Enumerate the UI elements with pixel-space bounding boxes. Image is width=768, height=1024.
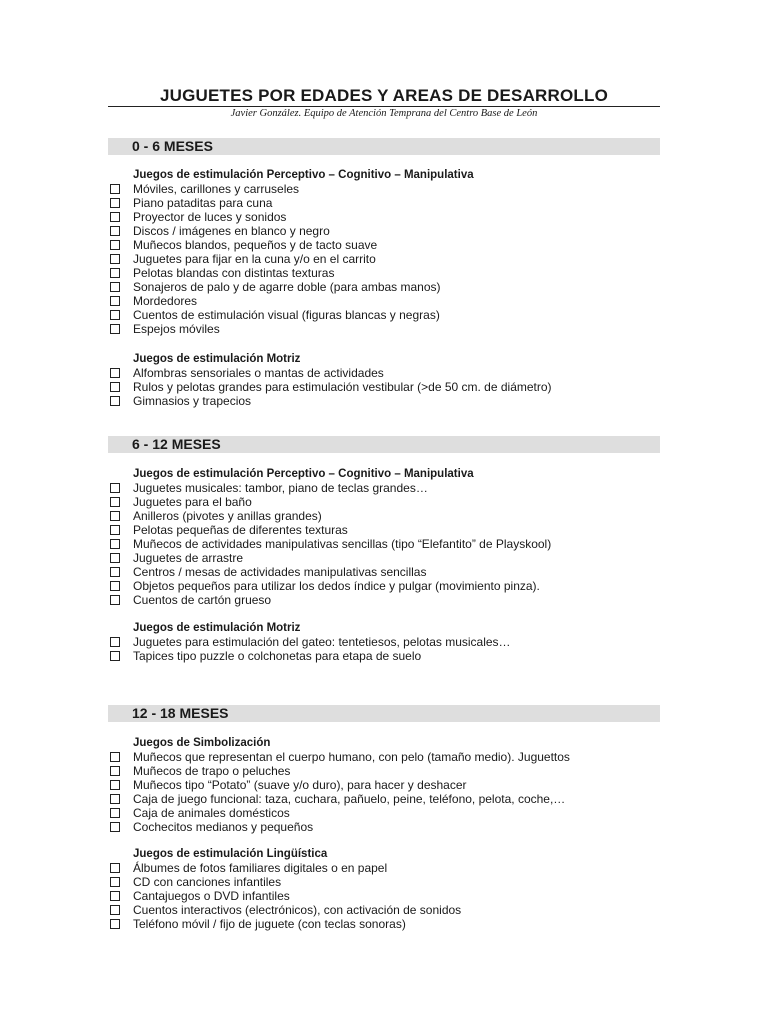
item-label: Juguetes para fijar en la cuna y/o en el carrito [133,252,376,266]
checkbox[interactable] [110,296,120,306]
group-title: Juegos de estimulación Motriz [133,353,301,365]
checkbox[interactable] [110,184,120,194]
item-label: Rulos y pelotas grandes para estimulación vestibular (>de 50 cm. de diámetro) [133,380,552,394]
item-label: Muñecos de actividades manipulativas sencillas (tipo “Elefantito” de Playskool) [133,537,552,551]
item-label: Objetos pequeños para utilizar los dedos índice y pulgar (movimiento pinza). [133,579,540,593]
item-label: Muñecos blandos, pequeños y de tacto suave [133,238,378,252]
checkbox[interactable] [110,553,120,563]
checkbox[interactable] [110,808,120,818]
checkbox[interactable] [110,226,120,236]
item-label: Cuentos de estimulación visual (figuras blancas y negras) [133,308,440,322]
checkbox[interactable] [110,539,120,549]
checkbox[interactable] [110,368,120,378]
item-label: Cantajuegos o DVD infantiles [133,889,290,903]
item-label: Álbumes de fotos familiares digitales o en papel [133,861,388,875]
checkbox[interactable] [110,525,120,535]
checkbox[interactable] [110,254,120,264]
checkbox[interactable] [110,483,120,493]
group-title: Juegos de Simbolización [133,737,271,749]
checkbox[interactable] [110,268,120,278]
item-label: Cochecitos medianos y pequeños [133,820,314,834]
document-title: JUGUETES POR EDADES Y AREAS DE DESARROLLO [159,86,609,105]
item-label: Pelotas blandas con distintas texturas [133,266,335,280]
document-subtitle: Javier González. Equipo de Atención Temprana del Centro Base de León [230,108,538,119]
item-label: Alfombras sensoriales o mantas de actividades [133,366,384,380]
checkbox[interactable] [110,877,120,887]
checkbox[interactable] [110,198,120,208]
item-label: Centros / mesas de actividades manipulativas sencillas [133,565,427,579]
section-header: 12 - 18 MESES [108,705,660,722]
checkbox[interactable] [110,863,120,873]
checkbox[interactable] [110,382,120,392]
checkbox[interactable] [110,794,120,804]
checkbox[interactable] [110,905,120,915]
item-label: Muñecos de trapo o peluches [133,764,291,778]
group-title: Juegos de estimulación Motriz [133,622,301,634]
item-label: Discos / imágenes en blanco y negro [133,224,330,238]
item-label: Mordedores [133,294,198,308]
checkbox[interactable] [110,752,120,762]
item-label: Muñecos que representan el cuerpo humano, con pelo (tamaño medio). Juguettos [133,750,570,764]
item-label: Móviles, carillones y carruseles [133,182,300,196]
checkbox[interactable] [110,240,120,250]
section-header: 0 - 6 MESES [108,138,660,155]
group-title: Juegos de estimulación Perceptivo – Cognitivo – Manipulativa [133,468,474,480]
group-title: Juegos de estimulación Perceptivo – Cognitivo – Manipulativa [133,169,474,181]
item-label: Juguetes para el baño [133,495,252,509]
checkbox[interactable] [110,497,120,507]
checkbox[interactable] [110,310,120,320]
item-label: Piano pataditas para cuna [133,196,273,210]
checkbox[interactable] [110,212,120,222]
item-label: Juguetes musicales: tambor, piano de teclas grandes… [133,481,428,495]
checkbox[interactable] [110,651,120,661]
checkbox[interactable] [110,324,120,334]
item-label: Gimnasios y trapecios [133,394,252,408]
item-label: Caja de animales domésticos [133,806,290,820]
item-label: Anilleros (pivotes y anillas grandes) [133,509,322,523]
group-title: Juegos de estimulación Lingüística [133,848,328,860]
item-label: Juguetes de arrastre [133,551,244,565]
title-divider [108,106,660,107]
item-label: Tapices tipo puzzle o colchonetas para etapa de suelo [133,649,422,663]
item-label: Cuentos interactivos (electrónicos), con activación de sonidos [133,903,462,917]
checkbox[interactable] [110,511,120,521]
checkbox[interactable] [110,282,120,292]
item-label: CD con canciones infantiles [133,875,282,889]
checkbox[interactable] [110,595,120,605]
item-label: Cuentos de cartón grueso [133,593,272,607]
item-label: Pelotas pequeñas de diferentes texturas [133,523,348,537]
checkbox[interactable] [110,567,120,577]
item-label: Muñecos tipo “Potato” (suave y/o duro), para hacer y deshacer [133,778,467,792]
item-label: Teléfono móvil / fijo de juguete (con teclas sonoras) [133,917,406,931]
section-header: 6 - 12 MESES [108,436,660,453]
checkbox[interactable] [110,780,120,790]
item-label: Proyector de luces y sonidos [133,210,287,224]
checkbox[interactable] [110,919,120,929]
checkbox[interactable] [110,396,120,406]
checkbox[interactable] [110,581,120,591]
checkbox[interactable] [110,891,120,901]
item-label: Juguetes para estimulación del gateo: tentetiesos, pelotas musicales… [133,635,511,649]
item-label: Espejos móviles [133,322,220,336]
checkbox[interactable] [110,766,120,776]
checkbox[interactable] [110,637,120,647]
item-label: Sonajeros de palo y de agarre doble (para ambas manos) [133,280,441,294]
checkbox[interactable] [110,822,120,832]
item-label: Caja de juego funcional: taza, cuchara, pañuelo, peine, teléfono, pelota, coche,… [133,792,566,806]
